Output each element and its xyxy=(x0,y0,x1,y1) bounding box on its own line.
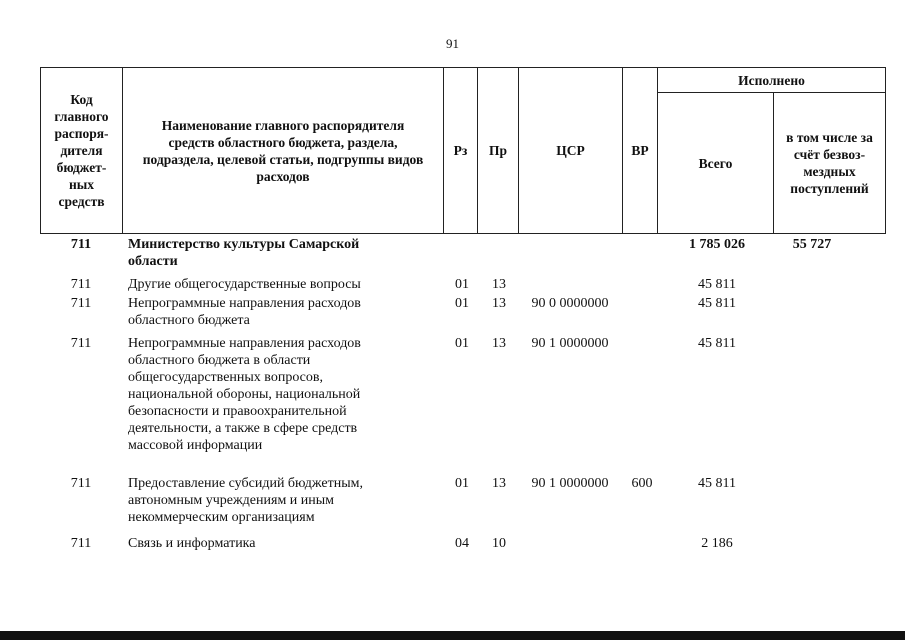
header-bezvozm xyxy=(773,92,886,234)
row-code: 711 xyxy=(70,476,92,491)
row-total: 45 811 xyxy=(698,476,736,491)
row-bezvozm: 55 727 xyxy=(792,237,832,252)
header-pr-text: Пр xyxy=(488,143,507,158)
row-total: 45 811 xyxy=(698,277,736,292)
row-csr: 90 0 0000000 xyxy=(531,296,609,311)
row-code: 711 xyxy=(70,237,92,252)
row-total: 45 811 xyxy=(698,296,736,311)
row-pr: 13 xyxy=(492,336,506,351)
header-vr xyxy=(622,67,658,234)
row-total: 2 186 xyxy=(701,536,733,551)
header-code xyxy=(40,67,123,234)
row-code: 711 xyxy=(70,296,92,311)
row-rz: 01 xyxy=(455,336,469,351)
header-csr-text: ЦСР xyxy=(556,143,585,158)
row-pr: 13 xyxy=(492,296,506,311)
row-code: 711 xyxy=(70,336,92,351)
header-name xyxy=(122,67,444,234)
row-rz: 01 xyxy=(455,296,469,311)
row-csr: 90 1 0000000 xyxy=(531,336,609,351)
row-name: Непрограммные направления расходов областного бюджета в области общегосударственных вопросов, национальной обороны, национальной безопасности и правоохранительной деятельности, а также в сфере средств массовой информации xyxy=(128,336,361,453)
row-code: 711 xyxy=(70,277,92,292)
header-executed xyxy=(657,67,886,93)
header-total xyxy=(657,92,774,234)
header-rz xyxy=(443,67,478,234)
row-vr: 600 xyxy=(631,476,653,491)
header-total-text: Всего xyxy=(698,155,733,171)
row-rz: 01 xyxy=(455,476,469,491)
header-code-text: Код главного распоря-дителя бюджет-ных средств xyxy=(54,92,109,209)
row-total: 1 785 026 xyxy=(689,237,745,252)
bottom-scan-border xyxy=(0,631,905,640)
row-name: Министерство культуры Самарской области xyxy=(128,237,360,269)
row-name: Предоставление субсидий бюджетным, автономным учреждениям и иным некоммерческим организациям xyxy=(128,476,364,525)
row-name: Связь и информатика xyxy=(128,536,256,551)
row-rz: 01 xyxy=(455,277,469,292)
header-pr xyxy=(477,67,519,234)
row-total: 45 811 xyxy=(698,336,736,351)
header-bezvozm-text: в том числе за счёт безвоз-мездных поступлений xyxy=(786,130,873,196)
row-rz: 04 xyxy=(455,536,469,551)
page-number: 91 xyxy=(446,36,459,51)
row-name: Непрограммные направления расходов областного бюджета xyxy=(128,296,361,328)
header-rz-text: Рз xyxy=(453,143,468,158)
header-name-text: Наименование главного распорядителя средств областного бюджета, раздела, подраздела, целевой статьи, подгруппы видов расходов xyxy=(142,117,424,184)
header-csr xyxy=(518,67,623,234)
header-vr-text: ВР xyxy=(631,143,649,158)
row-csr: 90 1 0000000 xyxy=(531,476,609,491)
row-name: Другие общегосударственные вопросы xyxy=(128,277,361,292)
row-code: 711 xyxy=(70,536,92,551)
header-executed-text: Исполнено xyxy=(738,72,805,88)
row-pr: 13 xyxy=(492,277,506,292)
row-pr: 13 xyxy=(492,476,506,491)
row-pr: 10 xyxy=(492,536,506,551)
